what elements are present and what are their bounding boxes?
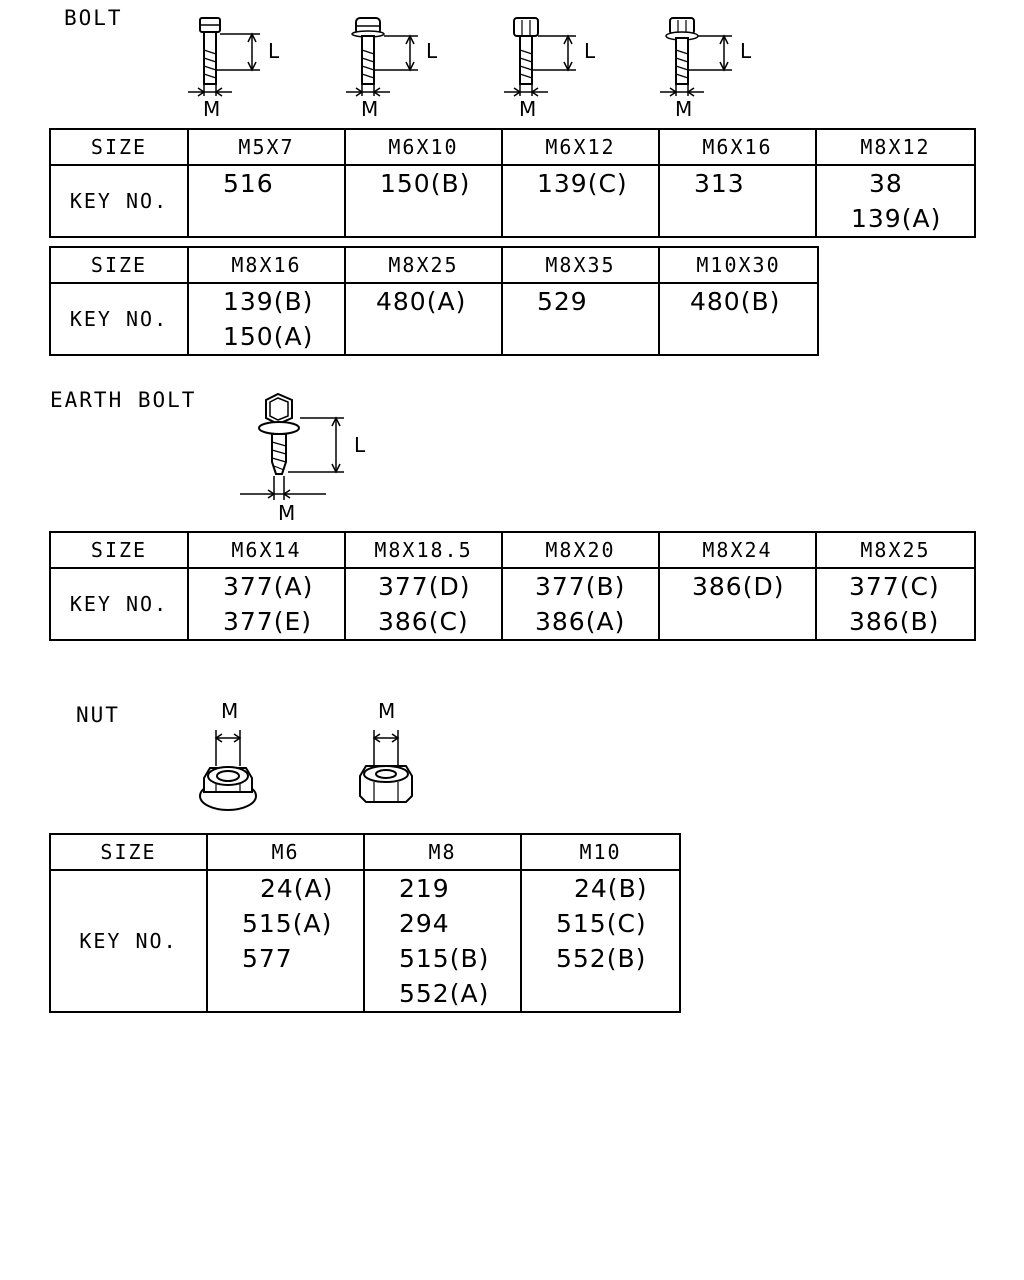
- bolt-3-dim-m: M: [519, 97, 537, 121]
- hex-nut-dim-m: M: [378, 699, 396, 723]
- bolt-2-icon: [338, 14, 458, 124]
- bolt-3-dim-l: L: [584, 39, 596, 63]
- key-value: 577: [242, 944, 293, 973]
- size-cell: M8: [364, 834, 521, 870]
- key-cell: [345, 568, 502, 640]
- key-cell: [659, 568, 816, 640]
- key-no-label: KEY NO.: [50, 165, 188, 237]
- key-cell: [816, 568, 975, 640]
- size-cell: M10: [521, 834, 680, 870]
- size-cell: M6X14: [188, 532, 345, 568]
- key-cell: [502, 283, 659, 355]
- bolt-drawing-4: [652, 14, 772, 124]
- flange-nut-icon: [190, 726, 270, 816]
- key-value: 24(B): [574, 874, 648, 903]
- size-cell: M8X35: [502, 247, 659, 283]
- key-value: 150(B): [380, 169, 471, 198]
- key-no-label: KEY NO.: [50, 283, 188, 355]
- size-cell: M8X12: [816, 129, 975, 165]
- key-value: 386(A): [535, 607, 626, 636]
- size-cell: M6X16: [659, 129, 816, 165]
- size-cell: M10X30: [659, 247, 818, 283]
- size-cell: M8X20: [502, 532, 659, 568]
- key-value: 386(B): [849, 607, 940, 636]
- bolt-drawing-1: [180, 14, 300, 124]
- bolt-section-label: BOLT: [64, 6, 123, 30]
- earth-bolt-dim-l: L: [354, 433, 366, 457]
- size-cell: M8X25: [345, 247, 502, 283]
- size-header: SIZE: [50, 834, 207, 870]
- flange-nut-drawing: [190, 726, 270, 816]
- key-cell: [207, 870, 364, 1012]
- key-cell: [345, 165, 502, 237]
- key-value: 552(A): [399, 979, 490, 1008]
- key-value: 377(E): [223, 607, 313, 636]
- key-cell: [188, 568, 345, 640]
- bolt-drawing-3: [496, 14, 616, 124]
- bolt-table-1: [49, 128, 976, 238]
- size-cell: M8X18.5: [345, 532, 502, 568]
- flange-nut-dim-m: M: [221, 699, 239, 723]
- key-value: 515(A): [242, 909, 333, 938]
- key-value: 386(D): [692, 572, 785, 601]
- key-value: 377(D): [378, 572, 471, 601]
- bolt-4-dim-l: L: [740, 39, 752, 63]
- key-cell: [502, 568, 659, 640]
- size-header: SIZE: [50, 129, 188, 165]
- key-cell: [188, 165, 345, 237]
- key-cell: [659, 165, 816, 237]
- key-cell: [659, 283, 818, 355]
- size-cell: M8X24: [659, 532, 816, 568]
- key-value: 139(C): [537, 169, 628, 198]
- key-value: 219: [399, 874, 450, 903]
- key-value: 150(A): [223, 322, 314, 351]
- bolt-drawing-2: [338, 14, 458, 124]
- hex-nut-icon: [348, 726, 428, 816]
- key-value: 515(B): [399, 944, 490, 973]
- size-cell: M8X25: [816, 532, 975, 568]
- size-header: SIZE: [50, 247, 188, 283]
- key-value: 377(B): [535, 572, 626, 601]
- key-value: 24(A): [260, 874, 334, 903]
- bolt-1-icon: [180, 14, 300, 124]
- bolt-4-dim-m: M: [675, 97, 693, 121]
- bolt-table-2: [49, 246, 819, 356]
- key-value: 139(B): [223, 287, 314, 316]
- key-value: 552(B): [556, 944, 647, 973]
- earth-bolt-table: [49, 531, 976, 641]
- key-value: 139(A): [851, 204, 942, 233]
- key-value: 294: [399, 909, 450, 938]
- bolt-2-dim-m: M: [361, 97, 379, 121]
- bolt-1-dim-m: M: [203, 97, 221, 121]
- key-cell: [345, 283, 502, 355]
- nut-section-label: NUT: [76, 703, 120, 727]
- key-value: 480(B): [690, 287, 781, 316]
- size-cell: M5X7: [188, 129, 345, 165]
- hex-nut-drawing: [348, 726, 428, 816]
- key-cell: [502, 165, 659, 237]
- key-no-label: KEY NO.: [50, 568, 188, 640]
- key-cell: [364, 870, 521, 1012]
- key-value: 515(C): [556, 909, 647, 938]
- key-value: 516: [223, 169, 274, 198]
- key-value: 386(C): [378, 607, 469, 636]
- size-cell: M8X16: [188, 247, 345, 283]
- key-cell: [188, 283, 345, 355]
- size-cell: M6: [207, 834, 364, 870]
- key-value: 377(A): [223, 572, 314, 601]
- size-cell: M6X10: [345, 129, 502, 165]
- key-value: 313: [694, 169, 745, 198]
- key-cell: [521, 870, 680, 1012]
- bolt-2-dim-l: L: [426, 39, 438, 63]
- key-value: 529: [537, 287, 588, 316]
- size-header: SIZE: [50, 532, 188, 568]
- bolt-1-dim-l: L: [268, 39, 280, 63]
- key-value: 377(C): [849, 572, 940, 601]
- key-cell: [816, 165, 975, 237]
- bolt-4-icon: [652, 14, 772, 124]
- key-value: 480(A): [376, 287, 467, 316]
- earth-bolt-section-label: EARTH BOLT: [50, 388, 197, 412]
- size-cell: M6X12: [502, 129, 659, 165]
- nut-table: [49, 833, 681, 1013]
- bolt-3-icon: [496, 14, 616, 124]
- key-value: 38: [869, 169, 903, 198]
- key-no-label: KEY NO.: [50, 870, 207, 1012]
- earth-bolt-dim-m: M: [278, 501, 296, 525]
